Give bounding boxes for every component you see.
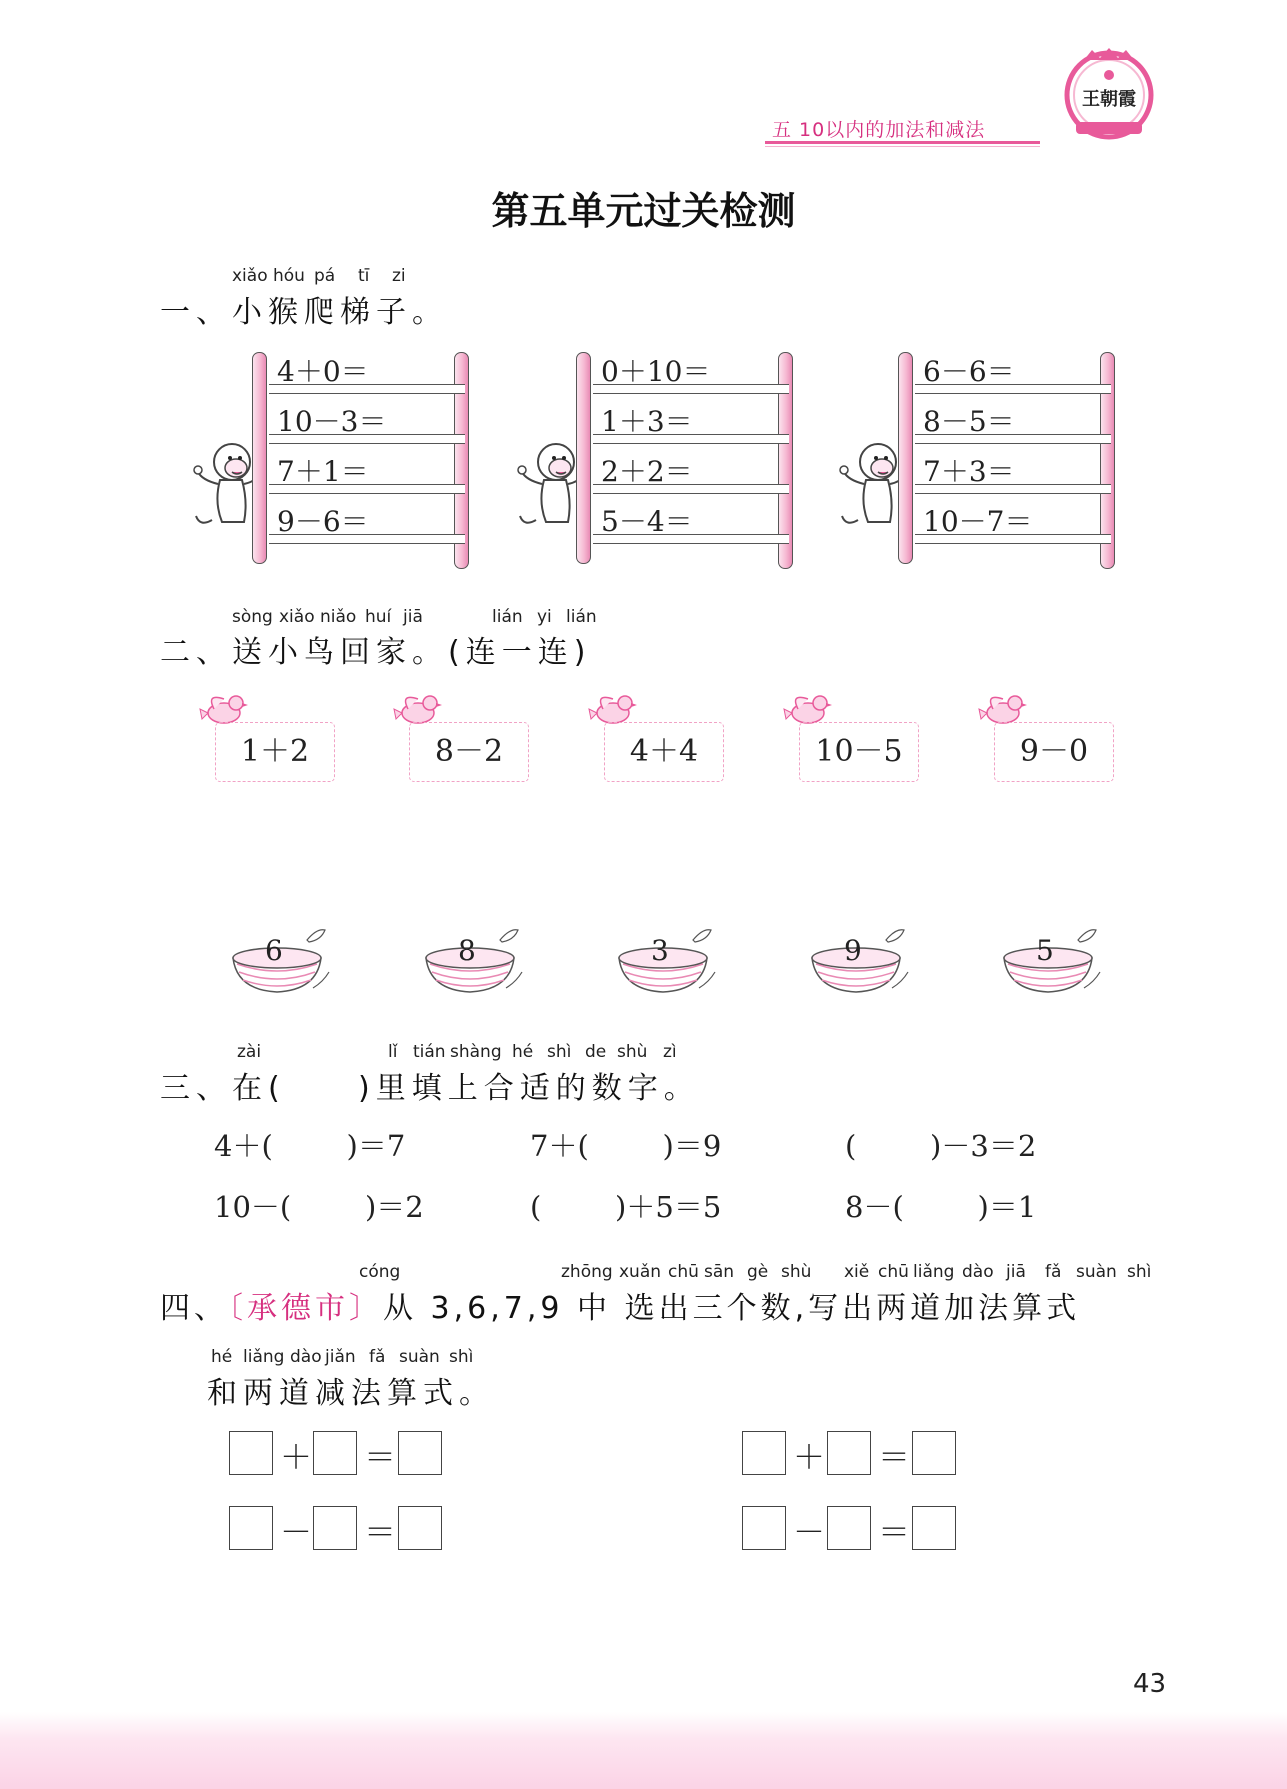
pinyin-yi: yi	[537, 607, 552, 627]
pinyin-lian: lián	[492, 607, 523, 627]
pinyin: shì	[449, 1347, 474, 1367]
pinyin-lian: lián	[566, 607, 597, 627]
pinyin-zi: zi	[392, 266, 406, 286]
answer-box[interactable]	[229, 1506, 273, 1550]
fill-blank-equation[interactable]: 7＋( )＝9	[530, 1129, 722, 1163]
page-title: 第五单元过关检测	[491, 189, 796, 233]
ladder-equation: 2＋2＝	[601, 455, 693, 488]
header-rule	[765, 141, 1040, 144]
pinyin: cóng	[359, 1262, 401, 1282]
nest[interactable]	[611, 918, 721, 1008]
answer-box[interactable]	[398, 1431, 442, 1475]
answer-box[interactable]	[912, 1431, 956, 1475]
ladder-3	[893, 352, 1148, 582]
pinyin: xiě	[844, 1262, 870, 1282]
section4-heading	[160, 1283, 1080, 1327]
pinyin: gè	[747, 1262, 769, 1282]
bird-card[interactable]: 9－0	[994, 722, 1114, 782]
pinyin-zai: zài	[237, 1042, 262, 1062]
equals-sign: ＝	[364, 1438, 397, 1476]
pinyin-xiao: xiǎo	[279, 607, 315, 627]
ladder-equation: 0＋10＝	[601, 355, 711, 388]
chapter-label: 五 10以内的加法和减法	[772, 119, 986, 141]
fill-blank-equation[interactable]: 8－( )＝1	[845, 1190, 1037, 1224]
section3-heading-part2: )里填上合适的数字。	[358, 1071, 700, 1106]
ladder-equation: 5－4＝	[601, 505, 693, 538]
minus-sign: －	[793, 1513, 826, 1551]
ladder-2	[571, 352, 826, 582]
pinyin-xiao: xiǎo	[232, 266, 268, 286]
pinyin: sān	[704, 1262, 735, 1282]
pinyin-song: sòng	[232, 607, 273, 627]
plus-sign: ＋	[280, 1438, 313, 1476]
pinyin: shù	[781, 1262, 812, 1282]
equals-sign: ＝	[878, 1438, 911, 1476]
pinyin: suàn	[1076, 1262, 1117, 1282]
answer-box[interactable]	[742, 1431, 786, 1475]
nest-number: 5	[1036, 934, 1054, 967]
pinyin-pa: pá	[314, 266, 336, 286]
minus-sign: －	[280, 1513, 313, 1551]
section4-text: 从 3,6,7,9 中 选出三个数,写出两道加法算式	[383, 1291, 1081, 1326]
fill-blank-equation[interactable]: 10－( )＝2	[214, 1190, 424, 1224]
pinyin-shang: shàng	[450, 1042, 502, 1062]
answer-box[interactable]	[827, 1506, 871, 1550]
nest-number: 8	[458, 934, 476, 967]
ladder-equation: 10－3＝	[277, 405, 387, 438]
ladder-equation: 7＋1＝	[277, 455, 369, 488]
pinyin-hui: huí	[365, 607, 392, 627]
pinyin: fǎ	[1045, 1262, 1062, 1282]
bird-card[interactable]: 10－5	[799, 722, 919, 782]
pinyin-de: de	[585, 1042, 607, 1062]
equals-sign: ＝	[364, 1513, 397, 1551]
section3-heading-part1: 三、在(	[160, 1071, 286, 1106]
pinyin: chū	[878, 1262, 909, 1282]
pinyin: fǎ	[369, 1347, 386, 1367]
pinyin: liǎng	[913, 1262, 955, 1282]
page-number: 43	[1133, 1669, 1167, 1699]
answer-box[interactable]	[313, 1431, 357, 1475]
section1-heading: 一、小猴爬梯子。	[160, 295, 448, 330]
ladder-equation: 4＋0＝	[277, 355, 369, 388]
ladder-1	[247, 352, 502, 582]
pinyin: dào	[290, 1347, 322, 1367]
pinyin-niao: niǎo	[320, 607, 357, 627]
header-rule-thin	[765, 146, 1040, 147]
nest[interactable]	[996, 918, 1106, 1008]
pinyin: dào	[962, 1262, 994, 1282]
pinyin: liǎng	[243, 1347, 285, 1367]
nest-number: 9	[844, 934, 862, 967]
pinyin-li: lǐ	[388, 1042, 398, 1062]
bird-card[interactable]: 8－2	[409, 722, 529, 782]
pinyin-hou: hóu	[273, 266, 305, 286]
logo-text: 王朝霞	[1082, 89, 1136, 110]
pinyin: chū	[668, 1262, 699, 1282]
bird-card[interactable]: 1＋2	[215, 722, 335, 782]
nest[interactable]	[225, 918, 335, 1008]
section2-heading: 二、送小鸟回家。(连一连)	[160, 635, 592, 670]
pinyin-zi: zì	[663, 1042, 677, 1062]
fill-blank-equation[interactable]: 4＋( )＝7	[214, 1129, 406, 1163]
nest-number: 6	[265, 934, 283, 967]
fill-blank-equation[interactable]: ( )＋5＝5	[530, 1190, 722, 1224]
section4-heading-line2: 和两道减法算式。	[207, 1376, 495, 1411]
pinyin: jiǎn	[325, 1347, 356, 1367]
ladder-equation: 9－6＝	[277, 505, 369, 538]
answer-box[interactable]	[742, 1506, 786, 1550]
ladder-equation: 1＋3＝	[601, 405, 693, 438]
answer-box[interactable]	[398, 1506, 442, 1550]
nest-number: 3	[651, 934, 669, 967]
equals-sign: ＝	[878, 1513, 911, 1551]
pinyin-tian: tián	[413, 1042, 446, 1062]
pinyin: jiā	[1006, 1262, 1026, 1282]
pinyin: suàn	[399, 1347, 440, 1367]
pinyin-jia: jiā	[403, 607, 423, 627]
fill-blank-equation[interactable]: ( )－3＝2	[845, 1129, 1037, 1163]
bird-card[interactable]: 4＋4	[604, 722, 724, 782]
ladder-equation: 10－7＝	[923, 505, 1033, 538]
pinyin-shi: shì	[547, 1042, 572, 1062]
pinyin: shì	[1127, 1262, 1152, 1282]
pinyin: hé	[211, 1347, 233, 1367]
answer-box[interactable]	[912, 1506, 956, 1550]
plus-sign: ＋	[793, 1438, 826, 1476]
pinyin: xuǎn	[619, 1262, 662, 1282]
city-tag: 〔承德市〕	[228, 1291, 383, 1326]
nest[interactable]	[804, 918, 914, 1008]
pinyin-he: hé	[512, 1042, 534, 1062]
nest[interactable]	[418, 918, 528, 1008]
answer-box[interactable]	[827, 1431, 871, 1475]
brand-logo	[1062, 48, 1156, 142]
answer-box[interactable]	[313, 1506, 357, 1550]
answer-box[interactable]	[229, 1431, 273, 1475]
ladder-equation: 7＋3＝	[923, 455, 1015, 488]
ladder-equation: 6－6＝	[923, 355, 1015, 388]
section4-prefix: 四、	[160, 1291, 228, 1326]
pinyin: zhōng	[561, 1262, 613, 1282]
footer-band	[0, 1712, 1287, 1789]
pinyin-shu: shù	[617, 1042, 648, 1062]
pinyin-ti: tī	[358, 266, 370, 286]
ladder-equation: 8－5＝	[923, 405, 1015, 438]
